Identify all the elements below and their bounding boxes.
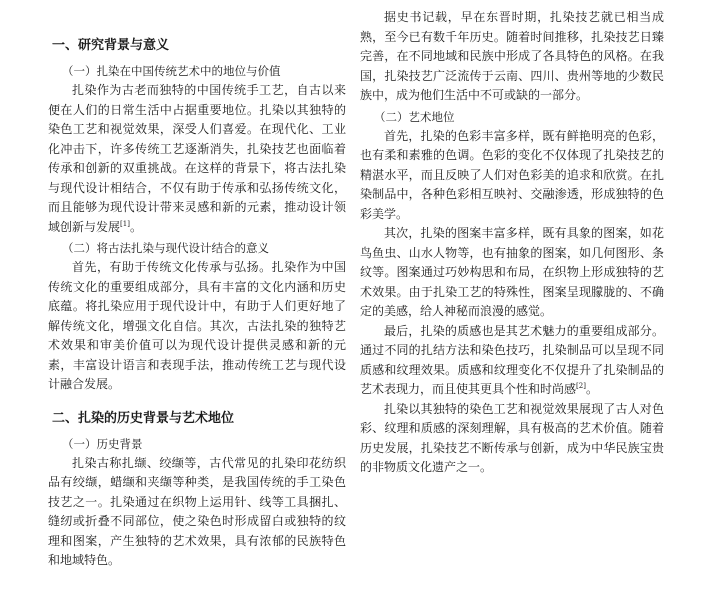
paragraph-history: 扎染古称扎缬、绞缬等，古代常见的扎染印花纺织品有绞缬，蜡缬和夹缬等种类，是我国传统的手工染色技艺之一。扎染通过在织物上运用针、线等工具捆扎、缝纫或折叠不同部位，使之染色时形成留白或独特的纹理和图案，产生独特的艺术效果，具有浓郁的民族特色和地域特色。	[48, 455, 346, 567]
paragraph-texture-text: 最后，扎染的质感也是其艺术魅力的重要组成部分。通过不同的扎结方法和染色技巧，扎染制品可以呈现不同质感和纹理效果。质感和纹理变化不仅提升了扎染制品的艺术表现力，而且使其更具个性和时尚感	[360, 323, 664, 396]
paragraph-intro	[48, 81, 346, 237]
paragraph-intro-text: 扎染作为古老而独特的中国传统手工艺，自古以来便在人们的日常生活中占据重要地位。扎染以其独特的染色工艺和视觉效果，深受人们喜爱。在现代化、工业化冲击下，许多传统工艺逐渐消失，扎染技艺也面临着传承和创新的双重挑战。在这样的背景下，将古法扎染与现代设计相结合，不仅有助于传承和弘扬传统文化，而且能够为现代设计带来灵感和新的元素，推动设计领域创新与发展	[48, 83, 346, 234]
paragraph-meaning: 首先，有助于传统文化传承与弘扬。扎染作为中国传统文化的重要组成部分，具有丰富的文化内涵和历史底蕴。将扎染应用于现代设计中，有助于人们更好地了解传统文化，增强文化自信。其次，古法扎染的独特艺术效果和审美价值可以为现代设计提供灵感和新的元素，丰富设计语言和表现手法，推动传统工艺与现代设计融合发展。	[48, 260, 346, 391]
subheading-artistic-status: （二）艺术地位	[374, 109, 455, 124]
paragraph-history-continued: 据史书记载，早在东晋时期，扎染技艺就已相当成熟，至今已有数千年历史。随着时间推移，扎染技艺日臻完善，在不同地域和民族中形成了各具特色的风格。在我国，扎染技艺广泛流传于云南、四川、贵州等地的少数民族中，成为他们生活中不可或缺的一部分。	[360, 10, 664, 102]
subheading-combination-meaning: （二）将古法扎染与现代设计结合的意义	[62, 241, 269, 255]
right-column	[360, 8, 664, 478]
paragraph-conclusion: 扎染以其独特的染色工艺和视觉效果展现了古人对色彩、纹理和质感的深刻理解，具有极高的艺术价值。随着历史发展，扎染技艺不断传承与创新，成为中华民族宝贵的非物质文化遗产之一。	[360, 401, 664, 474]
paragraph-color: 首先，扎染的色彩丰富多样，既有鲜艳明亮的色彩，也有柔和素雅的色调。色彩的变化不仅体现了扎染技艺的精湛水平，而且反映了人们对色彩美的追求和欣赏。在扎染制品中，各种色彩相互映衬、交融渗透，形成独特的色彩美学。	[360, 128, 664, 221]
paragraph-texture-end: 。	[585, 382, 598, 396]
paragraph-pattern: 其次，扎染的图案丰富多样，既有具象的图案，如花鸟鱼虫、山水人物等，也有抽象的图案，如几何图形、条纹等。图案通过巧妙构思和布局，在织物上形成独特的艺术效果。由于扎染工艺的特殊性，图案呈现朦胧的、不确定的美感，给人神秘而浪漫的感觉。	[360, 226, 664, 318]
paragraph-intro-end: 。	[129, 219, 142, 234]
paragraph-texture	[360, 322, 664, 400]
subheading-tie-dye-status: （一）扎染在中国传统艺术中的地位与价值	[62, 64, 281, 78]
citation-2[interactable]: [2]	[576, 382, 586, 390]
section-heading-history: 二、扎染的历史背景与艺术地位	[52, 410, 235, 426]
citation-1[interactable]: [1]	[120, 219, 130, 228]
left-column	[48, 8, 346, 571]
section-heading-research-background: 一、研究背景与意义	[52, 38, 170, 53]
subheading-historical-background: （一）历史背景	[62, 436, 143, 451]
